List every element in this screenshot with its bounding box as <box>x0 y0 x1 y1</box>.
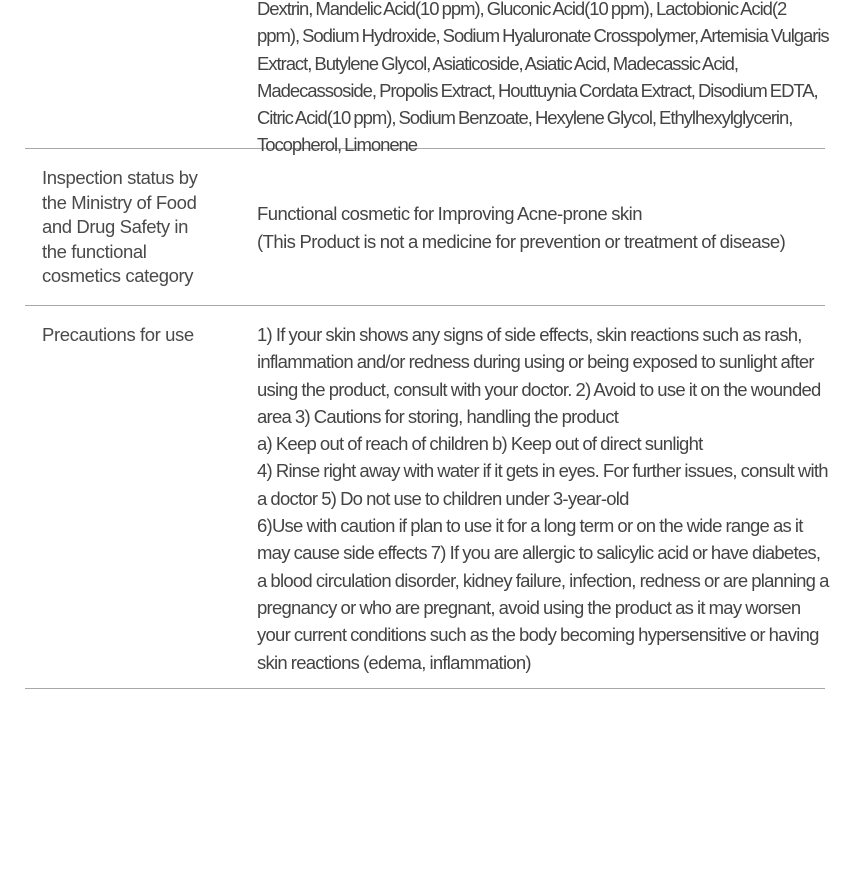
precautions-value <box>257 321 829 676</box>
precautions-label: Precautions for use <box>42 324 194 345</box>
ingredients-row <box>25 0 829 156</box>
inspection-status-label: Inspection status by the Ministry of Food and Drug Safety in the functional cosmetics category <box>42 167 198 286</box>
precautions-paragraph-3: 4) Rinse right away with water if it gets in eyes. For further issues, consult with a doctor 5) Do not use to children under 3-year-old <box>257 460 828 509</box>
inspection-status-value <box>257 200 829 255</box>
precautions-paragraph-4: 6)Use with caution if plan to use it for a long term or on the wide range as it may cause side effects 7) If you are allergic to salicylic acid or have diabetes, a blood circulation disorder, kidney failure, infection, redness or are planning a pregnancy or who are pregnant, avoid using the product as it may worsen your current conditions such as the body becoming hypersensitive or having skin reactions (edema, inflammation) <box>257 515 829 673</box>
ingredients-text: Dextrin, Mandelic Acid(10 ppm), Gluconic Acid(10 ppm), Lactobionic Acid(2 ppm), Sodium Hydroxide, Sodium Hyaluronate Crosspolymer, Artemisia Vulgaris Extract, Butylene Glycol, Asiaticoside, Asiatic Acid, Madecassic Acid, Madecassoside, Propolis Extract, Houttuynia Cordata Extract, Disodium EDTA, Citric Acid(10 ppm), Sodium Benzoate, Hexylene Glycol, Ethylhexylglycerin, Tocopherol, Limonene <box>257 0 829 156</box>
precautions-paragraph-1: 1) If your skin shows any signs of side effects, skin reactions such as rash, inflammation and/or redness during using or being exposed to sunlight after using the product, consult with your doctor. 2) Avoid to use it on the wounded area 3) Cautions for storing, handling the product <box>257 324 821 427</box>
inspection-status-row <box>25 149 825 306</box>
product-info-table <box>25 0 829 689</box>
inspection-status-line-1: Functional cosmetic for Improving Acne-prone skin <box>257 203 642 224</box>
ingredients-value <box>257 0 829 159</box>
precautions-row <box>25 306 829 689</box>
inspection-status-line-2: (This Product is not a medicine for prevention or treatment of disease) <box>257 230 786 252</box>
precautions-paragraph-2: a) Keep out of reach of children b) Keep out of direct sunlight <box>257 433 703 455</box>
